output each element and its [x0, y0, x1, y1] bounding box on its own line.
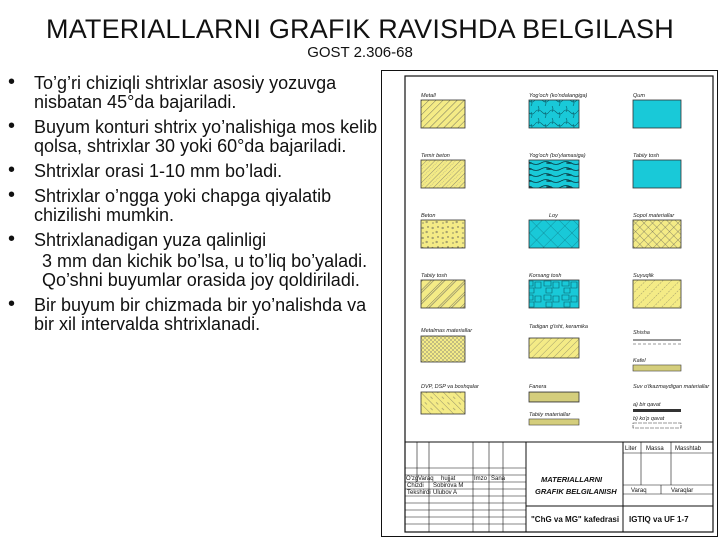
bullet-continuation: [6, 252, 378, 290]
swatch-sand: [633, 100, 681, 128]
label-natural-materials: Tabiiy materiallar: [529, 412, 571, 418]
tb-varaqlar: Varaqlar: [671, 488, 694, 494]
swatch-tile: [633, 365, 681, 371]
label-nonmetal: Metalmas materiallar: [421, 328, 473, 334]
label-beton: Beton: [421, 213, 436, 219]
bullet-text: Shtrixlar o’ngga yoki chapga qiyalatib chizilishi mumkin.: [34, 186, 332, 225]
page-title: MATERIALLARNI GRAFIK RAVISHDA BELGILASH: [46, 14, 674, 44]
bullet-text: To’g’ri chiziqli shtrixlar asosiy yozuvga nisbatan 45°da bajariladi.: [34, 73, 337, 112]
bullet-item: [6, 71, 378, 112]
bullet-icon: •: [8, 115, 16, 137]
label-loy: Loy: [549, 213, 558, 219]
bullet-text: Shtrixlar orasi 1-10 mm bo’ladi.: [34, 161, 283, 181]
bullet-icon: •: [8, 159, 16, 181]
bullet-text: Shtrixlanadigan yuza qalinligi: [34, 230, 267, 250]
label-one-layer: a) bir qavat: [633, 402, 661, 408]
swatch-dsp: [421, 392, 465, 414]
tb-liter: Liter: [625, 446, 637, 452]
page-subtitle: GOST 2.306-68: [307, 44, 413, 61]
label-glass: Shisha: [633, 330, 650, 336]
label-multi-layer: b) ko'p qavat: [633, 416, 665, 422]
tb-department: "ChG va MG" kafedrasi: [531, 515, 620, 524]
tb-name1: Sobirova M: [433, 483, 464, 489]
bullet-list: [6, 71, 378, 340]
tb-varaq-col: Varaq: [418, 476, 434, 482]
swatch-natural-materials: [529, 419, 579, 425]
tb-massa: Massa: [646, 446, 664, 452]
swatch-wood-cross: [529, 100, 579, 128]
swatch-fanera: [529, 392, 579, 402]
tb-code: IGTIQ va UF 1-7: [629, 515, 689, 524]
tb-masshtab: Masshtab: [675, 446, 702, 452]
label-wood-long: Yog'och (bo'ylamasiga): [529, 153, 586, 159]
swatch-natural-stone: [633, 160, 681, 188]
swatch-beton: [421, 220, 465, 248]
material-hatching-sheet: [381, 70, 718, 537]
label-temir-beton: Temir beton: [421, 153, 450, 159]
label-ceramic: Sopol materiallar: [633, 213, 675, 219]
swatch-temir-beton: [421, 160, 465, 188]
tb-hujjat: hujjat: [441, 476, 456, 482]
bullet-item: [6, 115, 378, 156]
bullet-item: [6, 159, 378, 181]
label-dsp: DVP, DSP va boshqalar: [421, 384, 479, 390]
label-metall: Metall: [421, 93, 436, 99]
swatch-rubble: [529, 280, 579, 308]
tb-role1: Chizdi: [407, 483, 424, 489]
tb-name-line2: GRAFIK BELGILANISH: [535, 487, 617, 496]
swatch-stone: [421, 280, 465, 308]
swatch-brick: [529, 338, 579, 358]
label-fanera: Fanera: [529, 384, 547, 390]
tb-name2: Ulubov A: [433, 490, 458, 496]
label-waterproof: Suv o'tkazmaydigan materiallar: [633, 384, 710, 390]
label-stone: Tabiiy tosh: [421, 273, 448, 279]
swatch-wood-long: [529, 160, 579, 188]
swatch-multi-layer: [633, 423, 681, 428]
label-liquid: Suyuqlik: [633, 273, 654, 279]
bullet-text: Buyum konturi shtrix yo’nalishiga mos kelib qolsa, shtrixlar 30 yoki 60°da bajariladi.: [34, 117, 378, 156]
bullet-item: [6, 228, 378, 250]
bullet-item: [6, 184, 378, 225]
tb-imzo: Imzo: [474, 476, 488, 482]
bullet-icon: •: [8, 293, 16, 315]
tb-ozg: O'zg: [406, 476, 419, 482]
bullet-icon: •: [8, 71, 16, 93]
tb-role2: Tekshirdi: [407, 490, 431, 496]
tb-name-line1: MATERIALLARNI: [541, 475, 603, 484]
swatch-one-layer: [633, 409, 681, 412]
label-sand: Qum: [633, 93, 645, 99]
label-natural-stone: Tabiiy tosh: [633, 153, 660, 159]
swatch-liquid: [633, 280, 681, 308]
bullet-icon: •: [8, 184, 16, 206]
tb-varaq: Varaq: [631, 488, 647, 494]
bullet-text: Bir buyum bir chizmada bir yo’nalishda va bir xil intervalda shtrixlanadi.: [34, 295, 367, 334]
label-brick: Tadigan g'isht, keramika: [529, 324, 588, 330]
swatch-loy: [529, 220, 579, 248]
label-tile: Kafel: [633, 358, 646, 364]
bullet-text: 3 mm dan kichik bo’lsa, u to’liq bo’yaladi. Qo’shni buyumlar orasida joy qoldiriladi.: [42, 251, 368, 290]
swatch-metall: [421, 100, 465, 128]
bullet-icon: •: [8, 228, 16, 250]
label-rubble: Korsang tosh: [529, 273, 562, 279]
bullet-item: [6, 293, 378, 334]
label-wood-cross: Yog'och (ko'ndalangiga): [529, 93, 588, 99]
swatch-nonmetal: [421, 336, 465, 362]
swatch-ceramic: [633, 220, 681, 248]
tb-sana: Sana: [491, 476, 506, 482]
